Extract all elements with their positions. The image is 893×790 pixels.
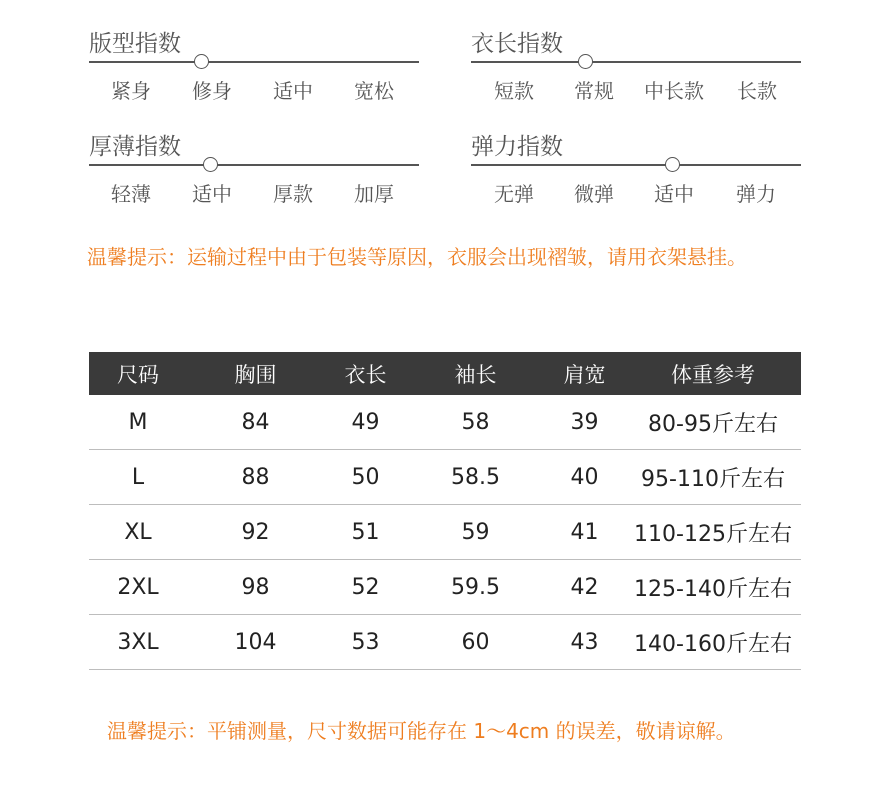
index-label: 适中 <box>654 182 694 206</box>
table-row <box>89 505 801 560</box>
index-label: 适中 <box>273 79 313 103</box>
index-label: 厚款 <box>273 182 313 206</box>
index-title: 厚薄指数 <box>89 134 181 160</box>
cell-sleeve: 59 <box>461 519 490 545</box>
cell-weight: 140-160斤左右 <box>634 631 792 657</box>
header-shoulder: 肩宽 <box>563 362 606 387</box>
header-weight: 体重参考 <box>671 362 755 387</box>
cell-sleeve: 59.5 <box>451 574 500 600</box>
index-track <box>471 164 801 166</box>
index-marker <box>194 54 209 69</box>
index-label: 短款 <box>494 79 534 103</box>
cell-chest: 104 <box>234 629 277 655</box>
fit-index-cut <box>89 25 419 105</box>
index-label: 适中 <box>192 182 232 206</box>
index-title: 弹力指数 <box>471 134 563 160</box>
cell-chest: 84 <box>241 409 270 435</box>
cell-chest: 92 <box>241 519 270 545</box>
cell-shoulder: 39 <box>570 409 599 435</box>
header-size: 尺码 <box>117 362 159 387</box>
cell-length: 53 <box>351 629 380 655</box>
cell-sleeve: 60 <box>461 629 490 655</box>
table-row <box>89 615 801 670</box>
index-title: 版型指数 <box>89 31 181 57</box>
fit-index-thickness <box>89 128 419 208</box>
table-row <box>89 450 801 505</box>
cell-length: 50 <box>351 464 380 490</box>
cell-weight: 125-140斤左右 <box>634 576 792 602</box>
cell-size: 3XL <box>117 629 159 655</box>
index-label: 宽松 <box>354 79 394 103</box>
cell-size: XL <box>124 519 152 545</box>
cell-chest: 98 <box>241 574 270 600</box>
cell-weight: 95-110斤左右 <box>641 466 785 492</box>
table-row <box>89 395 801 450</box>
cell-shoulder: 43 <box>570 629 599 655</box>
index-track <box>89 61 419 63</box>
table-row <box>89 560 801 615</box>
cell-chest: 88 <box>241 464 270 490</box>
header-length: 衣长 <box>344 362 387 387</box>
cell-weight: 110-125斤左右 <box>634 521 792 547</box>
index-label: 弹力 <box>736 182 776 206</box>
cell-weight: 80-95斤左右 <box>648 411 778 437</box>
index-label: 中长款 <box>644 79 704 103</box>
cell-shoulder: 40 <box>570 464 599 490</box>
index-label: 紧身 <box>111 79 151 103</box>
size-table <box>89 352 801 670</box>
cell-sleeve: 58.5 <box>451 464 500 490</box>
fit-index-length <box>471 25 801 105</box>
cell-length: 52 <box>351 574 380 600</box>
index-label: 加厚 <box>354 182 394 206</box>
index-marker <box>203 157 218 172</box>
cell-length: 49 <box>351 409 380 435</box>
measurement-tip: 温馨提示：平铺测量，尺寸数据可能存在 1～4cm 的误差，敬请谅解。 <box>107 719 736 743</box>
index-title: 衣长指数 <box>471 31 563 57</box>
cell-length: 51 <box>351 519 380 545</box>
index-label: 轻薄 <box>111 182 151 206</box>
index-track <box>471 61 801 63</box>
index-track <box>89 164 419 166</box>
cell-shoulder: 41 <box>570 519 599 545</box>
index-marker <box>665 157 680 172</box>
header-chest: 胸围 <box>234 362 277 387</box>
index-label: 长款 <box>737 79 777 103</box>
shipping-tip: 温馨提示：运输过程中由于包装等原因，衣服会出现褶皱，请用衣架悬挂。 <box>87 245 747 269</box>
cell-shoulder: 42 <box>570 574 599 600</box>
index-label: 无弹 <box>494 182 534 206</box>
index-label: 微弹 <box>574 182 614 206</box>
cell-size: M <box>128 409 148 435</box>
size-table-header <box>89 352 801 395</box>
cell-sleeve: 58 <box>461 409 490 435</box>
index-label: 修身 <box>192 79 232 103</box>
cell-size: L <box>131 464 145 490</box>
header-sleeve: 袖长 <box>454 362 497 387</box>
fit-index-elasticity <box>471 128 801 208</box>
index-label: 常规 <box>574 79 614 103</box>
index-marker <box>578 54 593 69</box>
cell-size: 2XL <box>117 574 159 600</box>
